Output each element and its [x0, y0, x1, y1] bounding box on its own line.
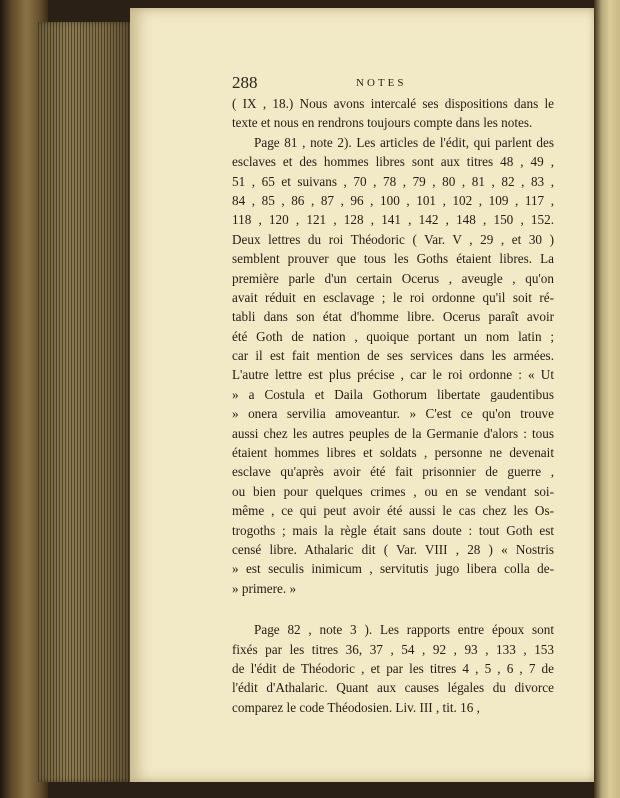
- text-line: 51 , 65 et suivans , 70 , 78 , 79 , 80 , 81 , 82 , 83 ,: [232, 173, 554, 189]
- text-line: fixés par les titres 36, 37 , 54 , 92 , 93 , 133 , 153: [232, 641, 554, 657]
- text-line: première parle d'un certain Ocerus , aveugle , qu'on: [232, 270, 554, 286]
- text-line: aussi chez les autres peuples de la Germanie d'alors : tous: [232, 425, 554, 441]
- text-line: » est seculis inimicum , servitutis jugo libera colla de-: [232, 561, 554, 577]
- text-line: texte et nous en rendrons toujours compte dans les notes.: [232, 115, 533, 131]
- text-line: Page 82 , note 3 ). Les rapports entre époux sont: [254, 622, 554, 638]
- paragraph-gap: [232, 598, 554, 620]
- running-title: NOTES: [356, 77, 407, 89]
- text-line: l'édit d'Athalaric. Quant aux causes légales du divorce: [232, 680, 554, 696]
- page-text: [232, 94, 554, 717]
- text-line: de l'édit de Théodoric , et par les titres 4 , 5 , 6 , 7 de: [232, 660, 554, 676]
- text-line: censé libre. Athalaric dit ( Var. VIII , 28 ) « Nostris: [232, 541, 554, 557]
- page-edges: [38, 22, 134, 782]
- text-line: Page 81 , note 2). Les articles de l'édit, qui parlent des: [254, 134, 554, 150]
- text-line: été Goth de nation , quoique portant un nom latin ;: [232, 328, 554, 344]
- text-line: car il est fait mention de ses services dans les armées.: [232, 348, 554, 364]
- text-line: avait réduit en esclavage ; le roi ordonne qu'il soit ré-: [232, 289, 554, 305]
- text-line: 118 , 120 , 121 , 128 , 141 , 142 , 148 , 150 , 152.: [232, 212, 554, 228]
- text-line: même , ce qui peut avoir été aussi le cas chez les Os-: [232, 503, 554, 519]
- text-line: comparez le code Théodosien. Liv. III , tit. 16 ,: [232, 699, 480, 715]
- text-line: esclaves et des hommes libres sont aux titres 48 , 49 ,: [232, 154, 554, 170]
- text-line: 84 , 85 , 86 , 87 , 96 , 100 , 101 , 102 , 109 , 117 ,: [232, 192, 554, 208]
- text-line: » primere. »: [232, 580, 297, 596]
- text-line: » onera servilia amoveantur. » C'est ce qu'on trouve: [232, 406, 554, 422]
- text-line: ou bien pour quelques crimes , ou en se vendant soi-: [232, 483, 554, 499]
- text-line: Deux lettres du roi Théodoric ( Var. V , 29 , et 30 ): [232, 231, 554, 247]
- text-line: étaient hommes libres et soldats , personne ne devenait: [232, 445, 554, 461]
- text-line: esclave qu'après avoir été fait prisonnier de guerre ,: [232, 464, 554, 480]
- text-line: » a Costula et Daila Gothorum libertate gaudentibus: [232, 386, 554, 402]
- book-binding-right: [594, 0, 620, 798]
- text-line: tabli dans son état d'homme libre. Ocerus paraît avoir: [232, 309, 554, 325]
- text-line: trogoths ; mais la règle était sans doute : tout Goth est: [232, 522, 554, 538]
- page-number: 288: [232, 73, 258, 92]
- text-line: semblent prouver que tous les Goths étaient libres. La: [232, 251, 554, 267]
- text-line: L'autre lettre est plus précise , car le roi ordonne : « Ut: [232, 367, 554, 383]
- text-line: ( IX , 18.) Nous avons intercalé ses dispositions dans le: [232, 96, 554, 111]
